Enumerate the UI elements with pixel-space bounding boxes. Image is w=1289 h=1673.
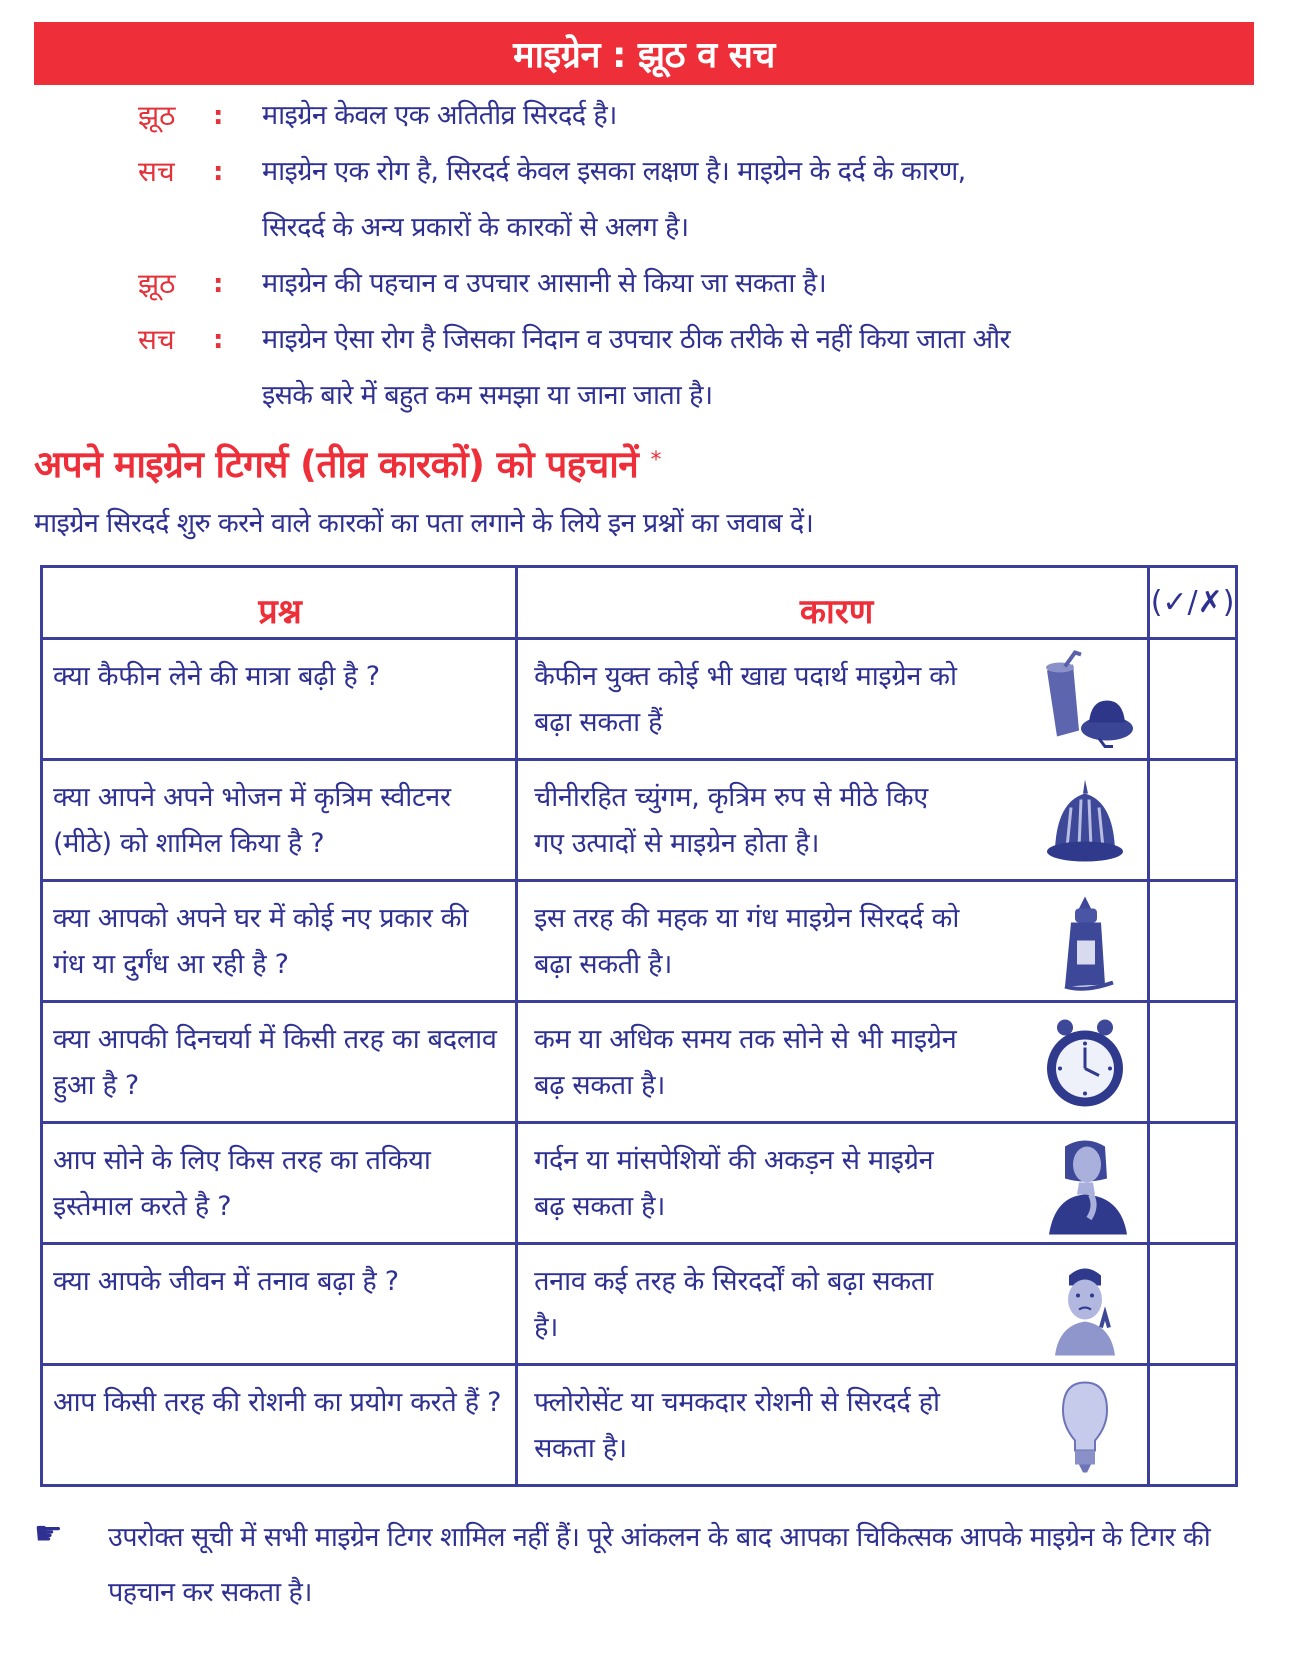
table-row	[42, 1123, 1237, 1244]
fact-label: सच	[138, 155, 175, 188]
reason-text: कम या अधिक समय तक सोने से भी माइग्रेन बढ़ सकता है।	[534, 1024, 957, 1101]
spray-bottle-icon	[1035, 890, 1135, 995]
question-cell: आप सोने के लिए किस तरह का तकिया इस्तेमाल करते है ?	[42, 1123, 517, 1244]
table-row	[42, 881, 1237, 1002]
section-subtitle: माइग्रेन सिरदर्द शुरु करने वाले कारकों का पता लगाने के लिये इन प्रश्नों का जवाब दें।	[34, 508, 814, 539]
myth-text: माइग्रेन केवल एक अतितीव्र सिरदर्द है।	[262, 100, 617, 131]
reason-text: गर्दन या मांसपेशियों की अकड़न से माइग्रेन बढ़ सकता है।	[534, 1145, 934, 1222]
fact-label: सच	[138, 323, 175, 356]
check-cell[interactable]	[1149, 760, 1237, 881]
coffee-cup-icon	[1035, 648, 1135, 753]
reason-cell	[517, 1365, 1149, 1486]
check-cell[interactable]	[1149, 1123, 1237, 1244]
trigger-table	[40, 565, 1238, 1487]
title-banner	[34, 22, 1254, 85]
table-row	[42, 760, 1237, 881]
table-row	[42, 1244, 1237, 1365]
table-row	[42, 639, 1237, 760]
colon: :	[213, 157, 224, 187]
reason-cell	[517, 881, 1149, 1002]
question-cell: क्या आपने अपने भोजन में कृत्रिम स्वीटनर (मीठे) को शामिल किया है ?	[42, 760, 517, 881]
check-cell[interactable]	[1149, 881, 1237, 1002]
reason-text: फ्लोरोसेंट या चमकदार रोशनी से सिरदर्द हो सकता है।	[534, 1387, 940, 1464]
pointing-hand-icon: ☛	[34, 1514, 63, 1552]
light-bulb-icon	[1035, 1374, 1135, 1479]
page-title: माइग्रेन : झूठ व सच	[513, 35, 775, 76]
section-heading-text: अपने माइग्रेन टिगर्स (तीव्र कारकों) को पहचानें	[34, 443, 639, 486]
reason-cell	[517, 1002, 1149, 1123]
question-cell: क्या कैफीन लेने की मात्रा बढ़ी है ?	[42, 639, 517, 760]
table-row	[42, 1365, 1237, 1486]
stressed-person-icon	[1035, 1253, 1135, 1358]
woman-neck-pain-icon	[1035, 1132, 1135, 1237]
header-reason: कारण	[517, 567, 1149, 639]
myth-label: झूठ	[138, 99, 176, 132]
myth-label: झूठ	[138, 267, 176, 300]
check-cell[interactable]	[1149, 1244, 1237, 1365]
colon: :	[213, 269, 224, 299]
asterisk-mark: *	[650, 448, 661, 473]
check-cell[interactable]	[1149, 1365, 1237, 1486]
reason-text: चीनीरहित च्युंगम, कृत्रिम रुप से मीठे किए गए उत्पादों से माइग्रेन होता है।	[534, 782, 928, 859]
myth-item	[0, 264, 1289, 320]
colon: :	[213, 325, 224, 355]
reason-cell	[517, 1244, 1149, 1365]
reason-cell	[517, 760, 1149, 881]
header-check: (✓/✗)	[1149, 567, 1237, 639]
fact-text-line-2: इसके बारे में बहुत कम समझा या जाना जाता है।	[262, 380, 713, 411]
reason-text: इस तरह की महक या गंध माइग्रेन सिरदर्द को बढ़ा सकती है।	[534, 903, 960, 980]
fact-item	[0, 152, 1289, 208]
jelly-pudding-icon	[1035, 769, 1135, 874]
colon: :	[213, 101, 224, 131]
reason-cell	[517, 1123, 1149, 1244]
alarm-clock-icon	[1035, 1011, 1135, 1116]
question-cell: क्या आपकी दिनचर्या में किसी तरह का बदलाव हुआ है ?	[42, 1002, 517, 1123]
fact-text-line-1: माइग्रेन एक रोग है, सिरदर्द केवल इसका लक्षण है। माइग्रेन के दर्द के कारण,	[262, 156, 966, 187]
myth-text: माइग्रेन की पहचान व उपचार आसानी से किया जा सकता है।	[262, 268, 827, 299]
reason-text: तनाव कई तरह के सिरदर्दों को बढ़ा सकता है।	[534, 1266, 933, 1343]
fact-item	[0, 320, 1289, 376]
reason-cell	[517, 639, 1149, 760]
fact-text-line-1: माइग्रेन ऐसा रोग है जिसका निदान व उपचार ठीक तरीके से नहीं किया जाता और	[262, 324, 1010, 355]
footer-text: उपरोक्त सूची में सभी माइग्रेन टिगर शामिल नहीं हैं। पूरे आंकलन के बाद आपका चिकित्सक आपके माइग्रेन के टिगर की पहचान कर सकता है।	[108, 1522, 1211, 1608]
fact-text-line-2: सिरदर्द के अन्य प्रकारों के कारकों से अलग है।	[262, 212, 689, 243]
table-row	[42, 1002, 1237, 1123]
myth-item	[0, 96, 1289, 152]
question-cell: क्या आपके जीवन में तनाव बढ़ा है ?	[42, 1244, 517, 1365]
table-header-row	[42, 567, 1237, 639]
section-heading	[34, 440, 661, 490]
fact-item-continuation	[0, 376, 1289, 432]
check-cell[interactable]	[1149, 639, 1237, 760]
check-cell[interactable]	[1149, 1002, 1237, 1123]
reason-text: कैफीन युक्त कोई भी खाद्य पदार्थ माइग्रेन को बढ़ा सकता हैं	[534, 661, 957, 738]
header-question: प्रश्न	[42, 567, 517, 639]
question-cell: आप किसी तरह की रोशनी का प्रयोग करते हैं ?	[42, 1365, 517, 1486]
question-cell: क्या आपको अपने घर में कोई नए प्रकार की गंध या दुर्गंध आ रही है ?	[42, 881, 517, 1002]
fact-item-continuation	[0, 208, 1289, 264]
